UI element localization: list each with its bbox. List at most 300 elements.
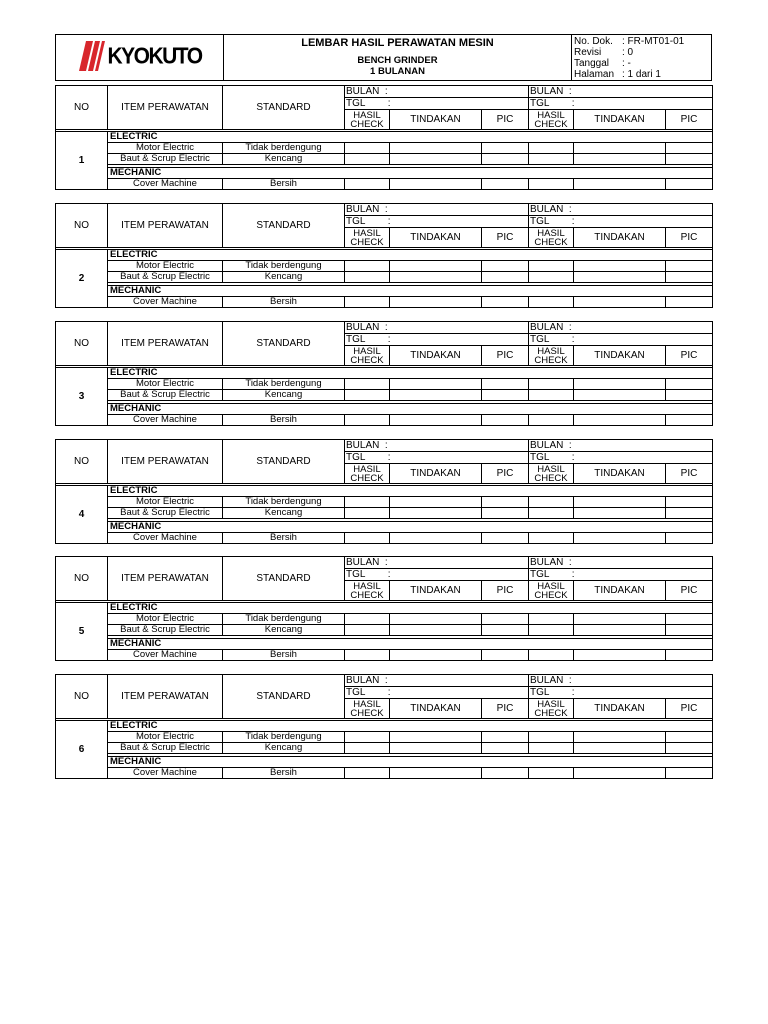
form-title: LEMBAR HASIL PERAWATAN MESIN (301, 37, 494, 49)
item-name: Cover Machine (108, 650, 223, 661)
hasil-check-cell[interactable] (529, 508, 574, 519)
tindakan-cell[interactable] (574, 379, 666, 390)
col-header-hasil-check: HASIL CHECK (529, 464, 574, 484)
maintenance-block-4 (55, 439, 712, 544)
tgl-label-2: TGL : (530, 97, 575, 109)
pic-cell[interactable] (666, 508, 713, 519)
category-electric: ELECTRIC (108, 132, 713, 143)
bulan-label-1: BULAN : (346, 203, 388, 215)
category-electric: ELECTRIC (108, 721, 713, 732)
pic-cell[interactable] (482, 533, 529, 544)
tindakan-cell[interactable] (390, 379, 482, 390)
bulan-label-1: BULAN : (346, 556, 388, 568)
bulan-field-1[interactable] (390, 557, 529, 569)
category-mechanic: MECHANIC (108, 522, 713, 533)
item-name: Baut & Scrup Electric (108, 272, 223, 283)
bulan-label-2: BULAN : (530, 556, 572, 568)
tindakan-cell[interactable] (390, 743, 482, 754)
tindakan-cell[interactable] (574, 179, 666, 190)
tgl-field-1[interactable] (390, 452, 529, 464)
col-header-hasil-check: HASIL CHECK (345, 346, 390, 366)
col-header-standard: STANDARD (223, 204, 345, 248)
pic-cell[interactable] (482, 743, 529, 754)
bulan-field-1[interactable] (390, 86, 529, 98)
category-electric: ELECTRIC (108, 250, 713, 261)
tindakan-cell[interactable] (390, 261, 482, 272)
col-header-item: ITEM PERAWATAN (108, 557, 223, 601)
pic-cell[interactable] (666, 154, 713, 165)
maintenance-block-6 (55, 674, 712, 779)
item-name: Baut & Scrup Electric (108, 154, 223, 165)
item-standard: Tidak berdengung (223, 614, 345, 625)
tindakan-cell[interactable] (390, 768, 482, 779)
tgl-label-2: TGL : (530, 451, 575, 463)
tindakan-cell[interactable] (390, 497, 482, 508)
hasil-check-cell[interactable] (345, 497, 390, 508)
pic-cell[interactable] (666, 379, 713, 390)
table-row (56, 390, 713, 401)
tindakan-cell[interactable] (574, 743, 666, 754)
col-header-hasil-check: HASIL CHECK (345, 228, 390, 248)
pic-cell[interactable] (482, 497, 529, 508)
col-header-pic: PIC (482, 228, 529, 248)
tindakan-cell[interactable] (574, 732, 666, 743)
hasil-check-cell[interactable] (345, 732, 390, 743)
bulan-field-2[interactable] (574, 675, 713, 687)
hasil-check-cell[interactable] (529, 261, 574, 272)
col-header-standard: STANDARD (223, 86, 345, 130)
col-header-pic: PIC (482, 699, 529, 719)
table-row (56, 768, 713, 779)
tindakan-cell[interactable] (390, 154, 482, 165)
tgl-label-2: TGL : (530, 333, 575, 345)
revision-row: Revisi : 0 (574, 47, 634, 58)
pic-cell[interactable] (482, 297, 529, 308)
col-header-tindakan: TINDAKAN (390, 699, 482, 719)
item-name: Motor Electric (108, 614, 223, 625)
pic-cell[interactable] (666, 743, 713, 754)
col-header-tindakan: TINDAKAN (390, 581, 482, 601)
item-standard: Kencang (223, 508, 345, 519)
hasil-check-cell[interactable] (345, 379, 390, 390)
table-row (56, 415, 713, 426)
col-header-tindakan: TINDAKAN (390, 464, 482, 484)
kyokuto-stripes-icon (77, 41, 105, 71)
hasil-check-cell[interactable] (345, 614, 390, 625)
hasil-check-cell[interactable] (529, 390, 574, 401)
col-header-pic: PIC (666, 581, 713, 601)
pic-cell[interactable] (666, 497, 713, 508)
pic-cell[interactable] (666, 650, 713, 661)
bulan-label-2: BULAN : (530, 674, 572, 686)
item-standard: Bersih (223, 415, 345, 426)
category-electric: ELECTRIC (108, 368, 713, 379)
tindakan-cell[interactable] (574, 497, 666, 508)
table-row (56, 732, 713, 743)
table-row (56, 497, 713, 508)
hasil-check-cell[interactable] (529, 143, 574, 154)
table-row (56, 625, 713, 636)
hasil-check-cell[interactable] (345, 261, 390, 272)
col-header-tindakan: TINDAKAN (574, 699, 666, 719)
company-logo (77, 41, 201, 71)
hasil-check-cell[interactable] (529, 272, 574, 283)
page-row: Halaman : 1 dari 1 (574, 69, 661, 80)
table-row (56, 533, 713, 544)
tindakan-cell[interactable] (574, 297, 666, 308)
bulan-label-2: BULAN : (530, 439, 572, 451)
item-name: Cover Machine (108, 179, 223, 190)
hasil-check-cell[interactable] (345, 743, 390, 754)
pic-cell[interactable] (482, 415, 529, 426)
bulan-label-1: BULAN : (346, 321, 388, 333)
table-row (56, 614, 713, 625)
tgl-field-1[interactable] (390, 216, 529, 228)
maintenance-block-2 (55, 203, 712, 308)
col-header-tindakan: TINDAKAN (574, 110, 666, 130)
bulan-field-2[interactable] (574, 204, 713, 216)
tindakan-cell[interactable] (390, 390, 482, 401)
pic-cell[interactable] (482, 154, 529, 165)
category-mechanic: MECHANIC (108, 639, 713, 650)
hasil-check-cell[interactable] (529, 732, 574, 743)
tindakan-cell[interactable] (574, 143, 666, 154)
tgl-label-1: TGL : (346, 568, 391, 580)
block-number: 1 (56, 132, 108, 190)
item-name: Baut & Scrup Electric (108, 508, 223, 519)
pic-cell[interactable] (666, 415, 713, 426)
col-header-tindakan: TINDAKAN (574, 228, 666, 248)
bulan-label-2: BULAN : (530, 85, 572, 97)
pic-cell[interactable] (666, 768, 713, 779)
table-row (56, 508, 713, 519)
col-header-no: NO (56, 86, 108, 130)
hasil-check-cell[interactable] (345, 390, 390, 401)
tindakan-cell[interactable] (574, 508, 666, 519)
col-header-hasil-check: HASIL CHECK (529, 110, 574, 130)
table-row (56, 743, 713, 754)
col-header-no: NO (56, 204, 108, 248)
col-header-pic: PIC (482, 581, 529, 601)
tindakan-cell[interactable] (390, 143, 482, 154)
bulan-field-2[interactable] (574, 557, 713, 569)
item-standard: Tidak berdengung (223, 143, 345, 154)
item-name: Motor Electric (108, 497, 223, 508)
pic-cell[interactable] (666, 143, 713, 154)
maintenance-period: 1 BULANAN (370, 66, 425, 77)
pic-cell[interactable] (482, 614, 529, 625)
hasil-check-cell[interactable] (529, 497, 574, 508)
category-mechanic: MECHANIC (108, 404, 713, 415)
col-header-hasil-check: HASIL CHECK (529, 346, 574, 366)
col-header-tindakan: TINDAKAN (574, 581, 666, 601)
bulan-label-1: BULAN : (346, 439, 388, 451)
tgl-field-1[interactable] (390, 334, 529, 346)
tindakan-cell[interactable] (390, 625, 482, 636)
item-standard: Bersih (223, 297, 345, 308)
bulan-field-1[interactable] (390, 440, 529, 452)
title-cell (224, 35, 572, 81)
tgl-field-2[interactable] (574, 216, 713, 228)
col-header-item: ITEM PERAWATAN (108, 204, 223, 248)
item-standard: Bersih (223, 179, 345, 190)
pic-cell[interactable] (666, 732, 713, 743)
hasil-check-cell[interactable] (345, 272, 390, 283)
tgl-label-2: TGL : (530, 215, 575, 227)
hasil-check-cell[interactable] (529, 379, 574, 390)
pic-cell[interactable] (666, 179, 713, 190)
item-name: Motor Electric (108, 732, 223, 743)
hasil-check-cell[interactable] (529, 768, 574, 779)
tindakan-cell[interactable] (390, 650, 482, 661)
tgl-field-1[interactable] (390, 98, 529, 110)
col-header-tindakan: TINDAKAN (390, 110, 482, 130)
tindakan-cell[interactable] (390, 272, 482, 283)
tgl-label-1: TGL : (346, 686, 391, 698)
tgl-field-2[interactable] (574, 98, 713, 110)
hasil-check-cell[interactable] (529, 533, 574, 544)
category-mechanic: MECHANIC (108, 286, 713, 297)
col-header-hasil-check: HASIL CHECK (529, 581, 574, 601)
maintenance-block-3 (55, 321, 712, 426)
bulan-label-1: BULAN : (346, 85, 388, 97)
pic-cell[interactable] (666, 614, 713, 625)
table-row (56, 272, 713, 283)
bulan-field-1[interactable] (390, 204, 529, 216)
date-row: Tanggal : - (574, 58, 631, 69)
block-number: 5 (56, 603, 108, 661)
hasil-check-cell[interactable] (345, 508, 390, 519)
block-number: 3 (56, 368, 108, 426)
item-standard: Bersih (223, 533, 345, 544)
pic-cell[interactable] (482, 379, 529, 390)
col-header-tindakan: TINDAKAN (574, 464, 666, 484)
hasil-check-cell[interactable] (529, 297, 574, 308)
bulan-field-2[interactable] (574, 86, 713, 98)
tindakan-cell[interactable] (574, 272, 666, 283)
col-header-item: ITEM PERAWATAN (108, 440, 223, 484)
category-electric: ELECTRIC (108, 603, 713, 614)
logo-text: KYOKUTO (107, 43, 202, 69)
item-standard: Bersih (223, 650, 345, 661)
item-name: Motor Electric (108, 379, 223, 390)
item-standard: Kencang (223, 154, 345, 165)
block-number: 6 (56, 721, 108, 779)
hasil-check-cell[interactable] (345, 768, 390, 779)
item-standard: Bersih (223, 768, 345, 779)
col-header-item: ITEM PERAWATAN (108, 86, 223, 130)
hasil-check-cell[interactable] (529, 179, 574, 190)
col-header-tindakan: TINDAKAN (390, 346, 482, 366)
item-name: Baut & Scrup Electric (108, 743, 223, 754)
hasil-check-cell[interactable] (345, 179, 390, 190)
tindakan-cell[interactable] (574, 154, 666, 165)
item-name: Motor Electric (108, 261, 223, 272)
tindakan-cell[interactable] (574, 625, 666, 636)
item-standard: Tidak berdengung (223, 732, 345, 743)
col-header-no: NO (56, 557, 108, 601)
table-row (56, 379, 713, 390)
col-header-tindakan: TINDAKAN (574, 346, 666, 366)
pic-cell[interactable] (482, 768, 529, 779)
tgl-label-2: TGL : (530, 686, 575, 698)
bulan-field-2[interactable] (574, 440, 713, 452)
tgl-field-1[interactable] (390, 569, 529, 581)
col-header-item: ITEM PERAWATAN (108, 322, 223, 366)
pic-cell[interactable] (482, 732, 529, 743)
tindakan-cell[interactable] (390, 533, 482, 544)
pic-cell[interactable] (482, 508, 529, 519)
hasil-check-cell[interactable] (345, 297, 390, 308)
col-header-hasil-check: HASIL CHECK (345, 464, 390, 484)
tindakan-cell[interactable] (574, 650, 666, 661)
bulan-field-1[interactable] (390, 322, 529, 334)
item-standard: Kencang (223, 743, 345, 754)
hasil-check-cell[interactable] (345, 154, 390, 165)
machine-name: BENCH GRINDER (357, 55, 438, 66)
item-standard: Kencang (223, 272, 345, 283)
pic-cell[interactable] (666, 261, 713, 272)
tgl-label-1: TGL : (346, 215, 391, 227)
pic-cell[interactable] (666, 533, 713, 544)
hasil-check-cell[interactable] (529, 625, 574, 636)
item-name: Cover Machine (108, 297, 223, 308)
col-header-pic: PIC (482, 346, 529, 366)
pic-cell[interactable] (666, 625, 713, 636)
col-header-pic: PIC (666, 228, 713, 248)
table-row (56, 650, 713, 661)
item-name: Cover Machine (108, 533, 223, 544)
col-header-standard: STANDARD (223, 557, 345, 601)
col-header-hasil-check: HASIL CHECK (345, 581, 390, 601)
col-header-pic: PIC (666, 699, 713, 719)
tgl-label-1: TGL : (346, 451, 391, 463)
col-header-no: NO (56, 675, 108, 719)
table-row (56, 297, 713, 308)
hasil-check-cell[interactable] (529, 650, 574, 661)
tgl-field-2[interactable] (574, 452, 713, 464)
pic-cell[interactable] (482, 143, 529, 154)
pic-cell[interactable] (666, 297, 713, 308)
col-header-tindakan: TINDAKAN (390, 228, 482, 248)
tindakan-cell[interactable] (390, 297, 482, 308)
tgl-label-2: TGL : (530, 568, 575, 580)
col-header-hasil-check: HASIL CHECK (529, 228, 574, 248)
item-name: Baut & Scrup Electric (108, 390, 223, 401)
col-header-pic: PIC (666, 110, 713, 130)
block-number: 4 (56, 486, 108, 544)
tgl-field-2[interactable] (574, 569, 713, 581)
col-header-no: NO (56, 440, 108, 484)
bulan-label-1: BULAN : (346, 674, 388, 686)
table-row (56, 179, 713, 190)
category-mechanic: MECHANIC (108, 757, 713, 768)
pic-cell[interactable] (666, 390, 713, 401)
hasil-check-cell[interactable] (529, 614, 574, 625)
tindakan-cell[interactable] (390, 415, 482, 426)
col-header-hasil-check: HASIL CHECK (529, 699, 574, 719)
tgl-label-1: TGL : (346, 333, 391, 345)
table-row (56, 143, 713, 154)
document-header (55, 34, 712, 81)
tindakan-cell[interactable] (390, 508, 482, 519)
doc-number-row: No. Dok. : FR-MT01-01 (574, 36, 685, 47)
col-header-pic: PIC (482, 464, 529, 484)
tgl-field-2[interactable] (574, 687, 713, 699)
tgl-field-1[interactable] (390, 687, 529, 699)
category-electric: ELECTRIC (108, 486, 713, 497)
pic-cell[interactable] (482, 179, 529, 190)
col-header-no: NO (56, 322, 108, 366)
maintenance-block-5 (55, 556, 712, 661)
hasil-check-cell[interactable] (345, 650, 390, 661)
tindakan-cell[interactable] (390, 614, 482, 625)
pic-cell[interactable] (482, 390, 529, 401)
item-name: Motor Electric (108, 143, 223, 154)
item-standard: Tidak berdengung (223, 497, 345, 508)
hasil-check-cell[interactable] (345, 415, 390, 426)
col-header-pic: PIC (666, 346, 713, 366)
bulan-field-2[interactable] (574, 322, 713, 334)
pic-cell[interactable] (666, 272, 713, 283)
col-header-hasil-check: HASIL CHECK (345, 110, 390, 130)
block-number: 2 (56, 250, 108, 308)
hasil-check-cell[interactable] (529, 154, 574, 165)
hasil-check-cell[interactable] (529, 415, 574, 426)
item-standard: Kencang (223, 625, 345, 636)
tindakan-cell[interactable] (574, 533, 666, 544)
tindakan-cell[interactable] (390, 732, 482, 743)
document-info (572, 35, 712, 81)
tgl-label-1: TGL : (346, 97, 391, 109)
col-header-standard: STANDARD (223, 322, 345, 366)
item-name: Baut & Scrup Electric (108, 625, 223, 636)
item-name: Cover Machine (108, 415, 223, 426)
table-row (56, 154, 713, 165)
tindakan-cell[interactable] (574, 415, 666, 426)
col-header-pic: PIC (482, 110, 529, 130)
pic-cell[interactable] (482, 272, 529, 283)
category-mechanic: MECHANIC (108, 168, 713, 179)
col-header-pic: PIC (666, 464, 713, 484)
tindakan-cell[interactable] (390, 179, 482, 190)
hasil-check-cell[interactable] (529, 743, 574, 754)
hasil-check-cell[interactable] (345, 625, 390, 636)
tindakan-cell[interactable] (574, 614, 666, 625)
item-standard: Tidak berdengung (223, 261, 345, 272)
bulan-label-2: BULAN : (530, 203, 572, 215)
pic-cell[interactable] (482, 261, 529, 272)
tindakan-cell[interactable] (574, 261, 666, 272)
hasil-check-cell[interactable] (345, 143, 390, 154)
col-header-item: ITEM PERAWATAN (108, 675, 223, 719)
maintenance-block-1 (55, 85, 712, 190)
bulan-field-1[interactable] (390, 675, 529, 687)
pic-cell[interactable] (482, 625, 529, 636)
logo-cell (56, 35, 224, 81)
hasil-check-cell[interactable] (345, 533, 390, 544)
item-name: Cover Machine (108, 768, 223, 779)
col-header-hasil-check: HASIL CHECK (345, 699, 390, 719)
tgl-field-2[interactable] (574, 334, 713, 346)
tindakan-cell[interactable] (574, 768, 666, 779)
item-standard: Tidak berdengung (223, 379, 345, 390)
table-row (56, 261, 713, 272)
tindakan-cell[interactable] (574, 390, 666, 401)
pic-cell[interactable] (482, 650, 529, 661)
item-standard: Kencang (223, 390, 345, 401)
bulan-label-2: BULAN : (530, 321, 572, 333)
